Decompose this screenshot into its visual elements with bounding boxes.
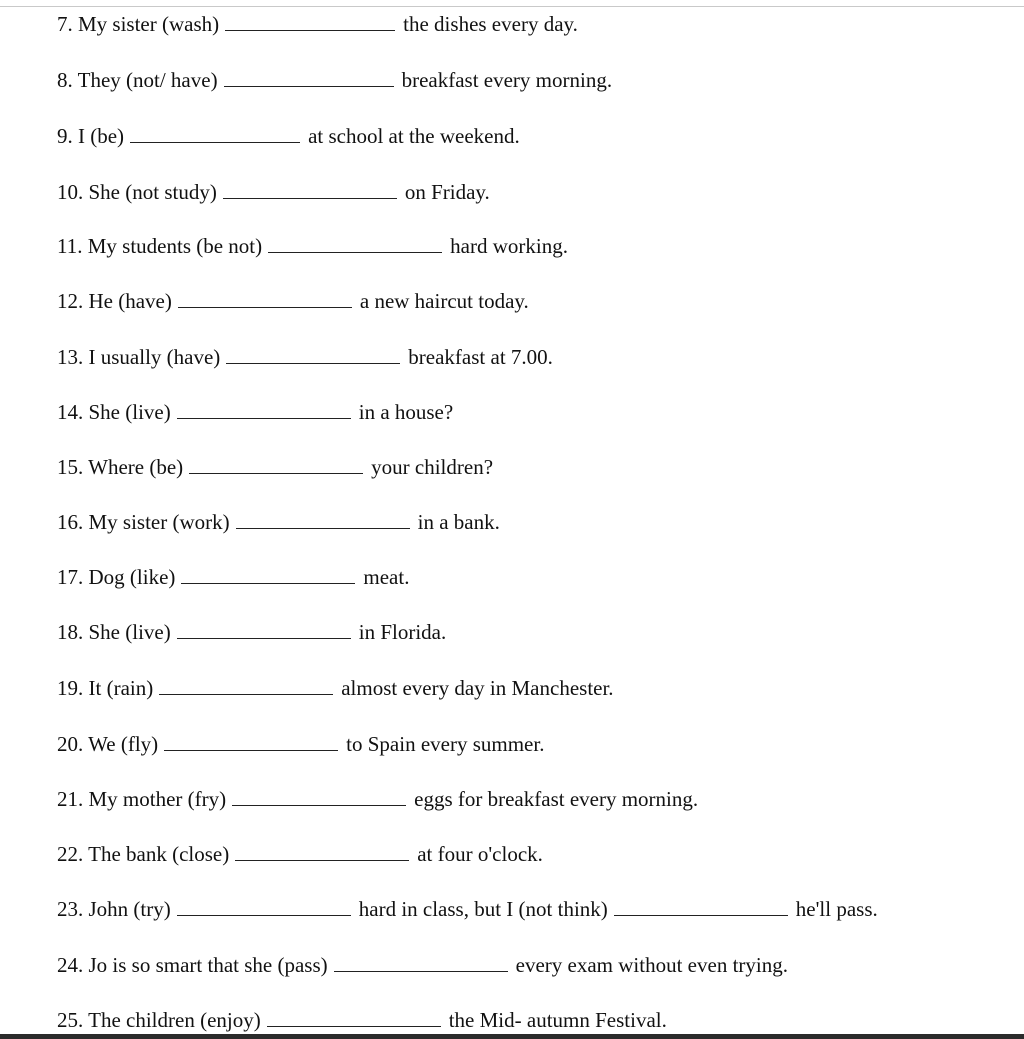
exercise-item-25: [57, 1010, 667, 1031]
item-number: 22.: [57, 842, 84, 866]
item-number: 23.: [57, 897, 84, 921]
item-prompt: My mother (fry): [88, 787, 227, 811]
answer-blank[interactable]: [224, 85, 394, 87]
answer-blank[interactable]: [226, 362, 400, 364]
item-number: 20.: [57, 732, 84, 756]
item-continuation: at school at the weekend.: [308, 124, 520, 148]
item-number: 24.: [57, 953, 84, 977]
item-continuation: in Florida.: [358, 620, 447, 644]
answer-blank[interactable]: [334, 970, 508, 972]
item-prompt: Where (be): [88, 455, 184, 479]
item-prompt: They (not/ have): [77, 68, 218, 92]
item-continuation: every exam without even trying.: [515, 953, 788, 977]
item-number: 14.: [57, 400, 84, 424]
answer-blank[interactable]: [177, 914, 351, 916]
item-prompt: She (live): [88, 620, 171, 644]
answer-blank[interactable]: [189, 472, 363, 474]
answer-blank[interactable]: [178, 306, 352, 308]
item-continuation: to Spain every summer.: [346, 732, 545, 756]
exercise-item-10: [57, 182, 490, 203]
item-prompt: I (be): [78, 124, 125, 148]
item-continuation: he'll pass.: [795, 897, 878, 921]
exercise-item-21: [57, 789, 698, 810]
item-prompt: We (fly): [88, 732, 159, 756]
exercise-item-7: [57, 14, 578, 35]
item-prompt: It (rain): [88, 676, 154, 700]
answer-blank[interactable]: [225, 29, 395, 31]
item-prompt: Jo is so smart that she (pass): [88, 953, 328, 977]
item-number: 9.: [57, 124, 73, 148]
item-number: 11.: [57, 234, 83, 258]
item-number: 12.: [57, 289, 84, 313]
answer-blank[interactable]: [159, 693, 333, 695]
item-continuation: hard working.: [450, 234, 568, 258]
item-prompt: Dog (like): [88, 565, 176, 589]
exercise-item-14: [57, 402, 453, 423]
exercise-item-13: [57, 347, 553, 368]
item-prompt: My sister (wash): [78, 12, 220, 36]
exercise-item-19: [57, 678, 614, 699]
item-continuation: in a house?: [358, 400, 454, 424]
item-prompt: I usually (have): [88, 345, 221, 369]
item-number: 17.: [57, 565, 84, 589]
exercise-item-20: [57, 734, 544, 755]
item-number: 7.: [57, 12, 73, 36]
answer-blank[interactable]: [236, 527, 410, 529]
item-number: 16.: [57, 510, 84, 534]
item-number: 18.: [57, 620, 84, 644]
item-continuation: breakfast every morning.: [401, 68, 613, 92]
exercise-item-23: [57, 899, 878, 920]
item-continuation: almost every day in Manchester.: [341, 676, 614, 700]
answer-blank[interactable]: [232, 804, 406, 806]
item-number: 15.: [57, 455, 84, 479]
item-prompt: He (have): [88, 289, 172, 313]
answer-blank[interactable]: [268, 251, 442, 253]
item-continuation: on Friday.: [404, 180, 490, 204]
item-number: 19.: [57, 676, 84, 700]
exercise-item-17: [57, 567, 409, 588]
exercise-item-22: [57, 844, 543, 865]
item-continuation: the Mid- autumn Festival.: [448, 1008, 667, 1032]
exercise-item-9: [57, 126, 520, 147]
exercise-item-8: [57, 70, 612, 91]
exercise-item-15: [57, 457, 493, 478]
answer-blank[interactable]: [130, 141, 300, 143]
exercise-item-24: [57, 955, 788, 976]
item-prompt: John (try): [88, 897, 171, 921]
answer-blank[interactable]: [267, 1025, 441, 1027]
item-continuation: meat.: [363, 565, 410, 589]
item-prompt: She (live): [88, 400, 171, 424]
answer-blank[interactable]: [235, 859, 409, 861]
item-prompt: My sister (work): [88, 510, 230, 534]
exercise-item-12: [57, 291, 529, 312]
item-number: 25.: [57, 1008, 84, 1032]
item-continuation: at four o'clock.: [417, 842, 543, 866]
item-prompt: She (not study): [88, 180, 217, 204]
item-prompt: The bank (close): [88, 842, 230, 866]
answer-blank[interactable]: [177, 637, 351, 639]
item-number: 13.: [57, 345, 84, 369]
item-continuation: the dishes every day.: [403, 12, 578, 36]
answer-blank[interactable]: [164, 749, 338, 751]
item-continuation: breakfast at 7.00.: [408, 345, 553, 369]
item-number: 8.: [57, 68, 73, 92]
item-continuation: eggs for breakfast every morning.: [414, 787, 699, 811]
bottom-edge-bar: [0, 1034, 1024, 1039]
item-number: 21.: [57, 787, 84, 811]
item-continuation: your children?: [371, 455, 494, 479]
exercise-item-18: [57, 622, 446, 643]
item-continuation: a new haircut today.: [359, 289, 529, 313]
item-middle: hard in class, but I (not think): [358, 897, 608, 921]
item-prompt: My students (be not): [87, 234, 263, 258]
answer-blank[interactable]: [177, 417, 351, 419]
exercise-item-16: [57, 512, 500, 533]
item-continuation: in a bank.: [417, 510, 500, 534]
item-prompt: The children (enjoy): [88, 1008, 261, 1032]
answer-blank-second[interactable]: [614, 914, 788, 916]
exercise-item-11: [57, 236, 568, 257]
item-number: 10.: [57, 180, 84, 204]
answer-blank[interactable]: [223, 197, 397, 199]
answer-blank[interactable]: [181, 582, 355, 584]
